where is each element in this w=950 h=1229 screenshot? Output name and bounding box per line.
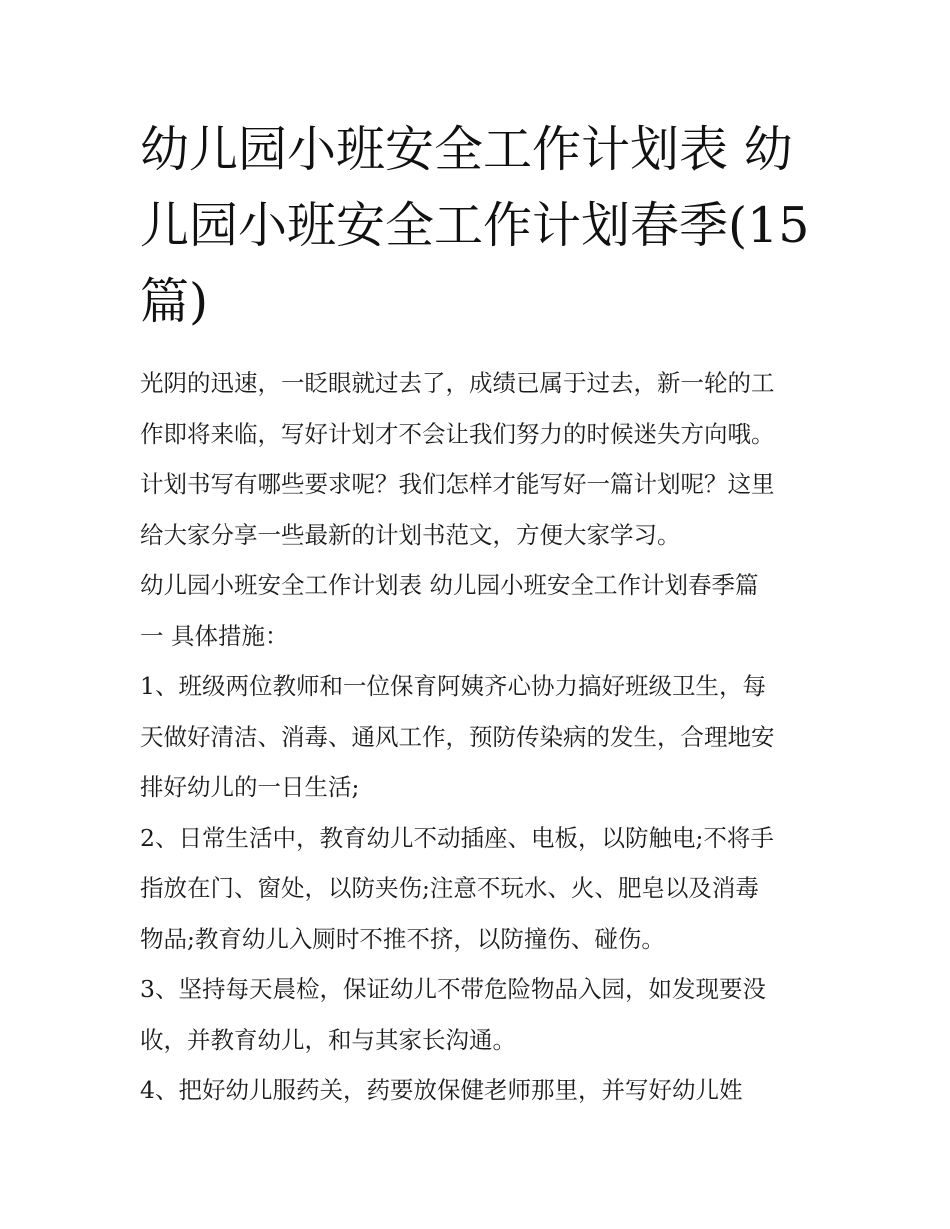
paragraph-line: 一 具体措施： — [140, 621, 289, 650]
paragraph-intro — [140, 358, 820, 560]
paragraph-section-heading — [140, 560, 820, 661]
document-title — [140, 112, 820, 340]
paragraph-line: 光阴的迅速，一眨眼就过去了，成绩已属于过去，新一轮的工 — [140, 369, 775, 397]
document-body — [140, 358, 820, 1116]
paragraph-line: 指放在门、窗处，以防夹伤;注意不玩水、火、肥皂以及消毒 — [140, 874, 759, 902]
paragraph-line: 2、日常生活中，教育幼儿不动插座、电板，以防触电;不将手 — [140, 823, 774, 852]
title-line-1: 幼儿园小班安全工作计划表 幼 — [140, 121, 793, 178]
paragraph-line: 3、坚持每天晨检，保证幼儿不带危险物品入园，如发现要没 — [140, 975, 766, 1003]
paragraph-line: 收，并教育幼儿，和与其家长沟通。 — [140, 1025, 516, 1054]
paragraph-line: 幼儿园小班安全工作计划表 幼儿园小班安全工作计划春季篇 — [140, 571, 759, 599]
paragraph-line: 1、班级两位教师和一位保育阿姨齐心协力搞好班级卫生，每 — [140, 672, 766, 700]
paragraph-item-4 — [140, 1065, 820, 1116]
paragraph-item-1 — [140, 661, 820, 813]
paragraph-line: 给大家分享一些最新的计划书范文，方便大家学习。 — [140, 520, 681, 549]
paragraph-line: 4、把好幼儿服药关，药要放保健老师那里，并写好幼儿姓 — [140, 1076, 743, 1104]
title-line-3: 篇) — [140, 273, 209, 330]
paragraph-item-2 — [140, 813, 820, 965]
document-page — [140, 112, 820, 1116]
paragraph-line: 计划书写有哪些要求呢？我们怎样才能写好一篇计划呢？这里 — [140, 470, 775, 498]
paragraph-item-3 — [140, 964, 820, 1065]
paragraph-line: 排好幼儿的一日生活; — [140, 773, 360, 801]
paragraph-line: 天做好清洁、消毒、通风工作，预防传染病的发生，合理地安 — [140, 722, 775, 751]
paragraph-line: 物品;教育幼儿入厕时不推不挤，以防撞伤、碰伤。 — [140, 924, 665, 953]
title-line-2: 儿园小班安全工作计划春季(15 — [140, 197, 810, 254]
paragraph-line: 作即将来临，写好计划才不会让我们努力的时候迷失方向哦。 — [140, 419, 775, 448]
